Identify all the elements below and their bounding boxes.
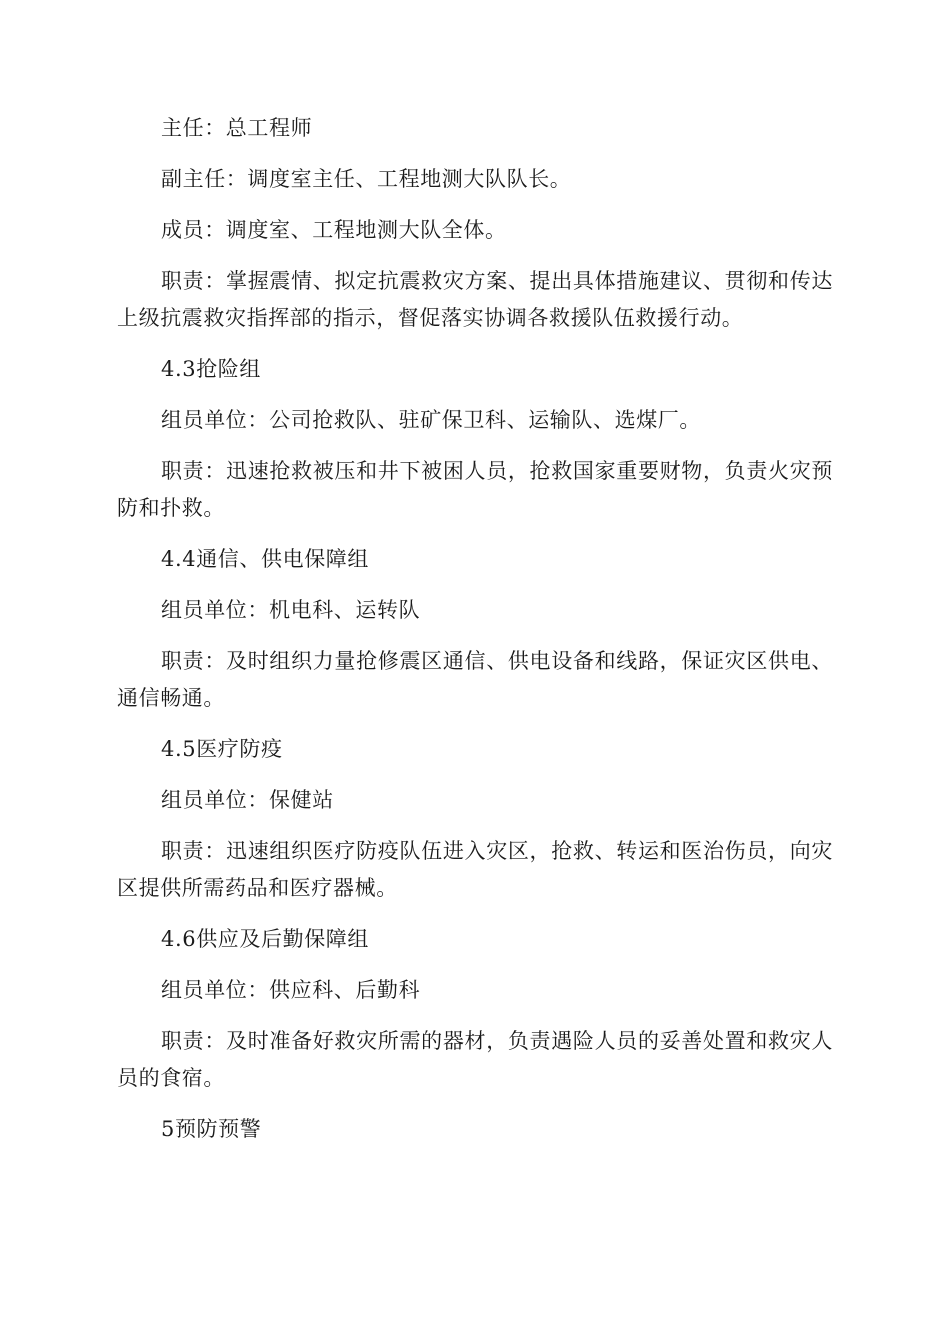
paragraph-rescue-units: 组员单位：公司抢救队、驻矿保卫科、运输队、选煤厂。 xyxy=(161,408,701,432)
paragraph-medical-duties: 职责：迅速组织医疗防疫队伍进入灾区，抢救、转运和医治伤员，向灾区提供所需药品和医疗器械。 xyxy=(117,839,833,900)
paragraph-power-units: 组员单位：机电科、运转队 xyxy=(161,598,421,622)
paragraph-deputy-director: 副主任：调度室主任、工程地测大队队长。 xyxy=(161,167,572,191)
paragraph-duties-command: 职责：掌握震情、拟定抗震救灾方案、提出具体措施建议、贯彻和传达上级抗震救灾指挥部的指示，督促落实协调各救援队伍救援行动。 xyxy=(117,269,833,330)
paragraph-supply-duties: 职责：及时准备好救灾所需的器材，负责遇险人员的妥善处置和救灾人员的食宿。 xyxy=(117,1029,833,1090)
paragraph-medical-units: 组员单位：保健站 xyxy=(161,788,334,812)
paragraph-director: 主任：总工程师 xyxy=(161,116,313,140)
section-heading-4-5: 4.5医疗防疫 xyxy=(161,737,283,761)
paragraph-rescue-duties: 职责：迅速抢救被压和井下被困人员，抢救国家重要财物，负责火灾预防和扑救。 xyxy=(117,459,833,520)
paragraph-power-duties: 职责：及时组织力量抢修震区通信、供电设备和线路，保证灾区供电、通信畅通。 xyxy=(117,649,833,710)
paragraph-members: 成员：调度室、工程地测大队全体。 xyxy=(161,218,507,242)
document-body xyxy=(117,110,833,1162)
section-heading-4-3: 4.3抢险组 xyxy=(161,357,261,381)
paragraph-supply-units: 组员单位：供应科、后勤科 xyxy=(161,978,421,1002)
section-heading-4-6: 4.6供应及后勤保障组 xyxy=(161,927,369,951)
section-heading-5: 5预防预警 xyxy=(161,1117,262,1141)
section-heading-4-4: 4.4通信、供电保障组 xyxy=(161,547,369,571)
